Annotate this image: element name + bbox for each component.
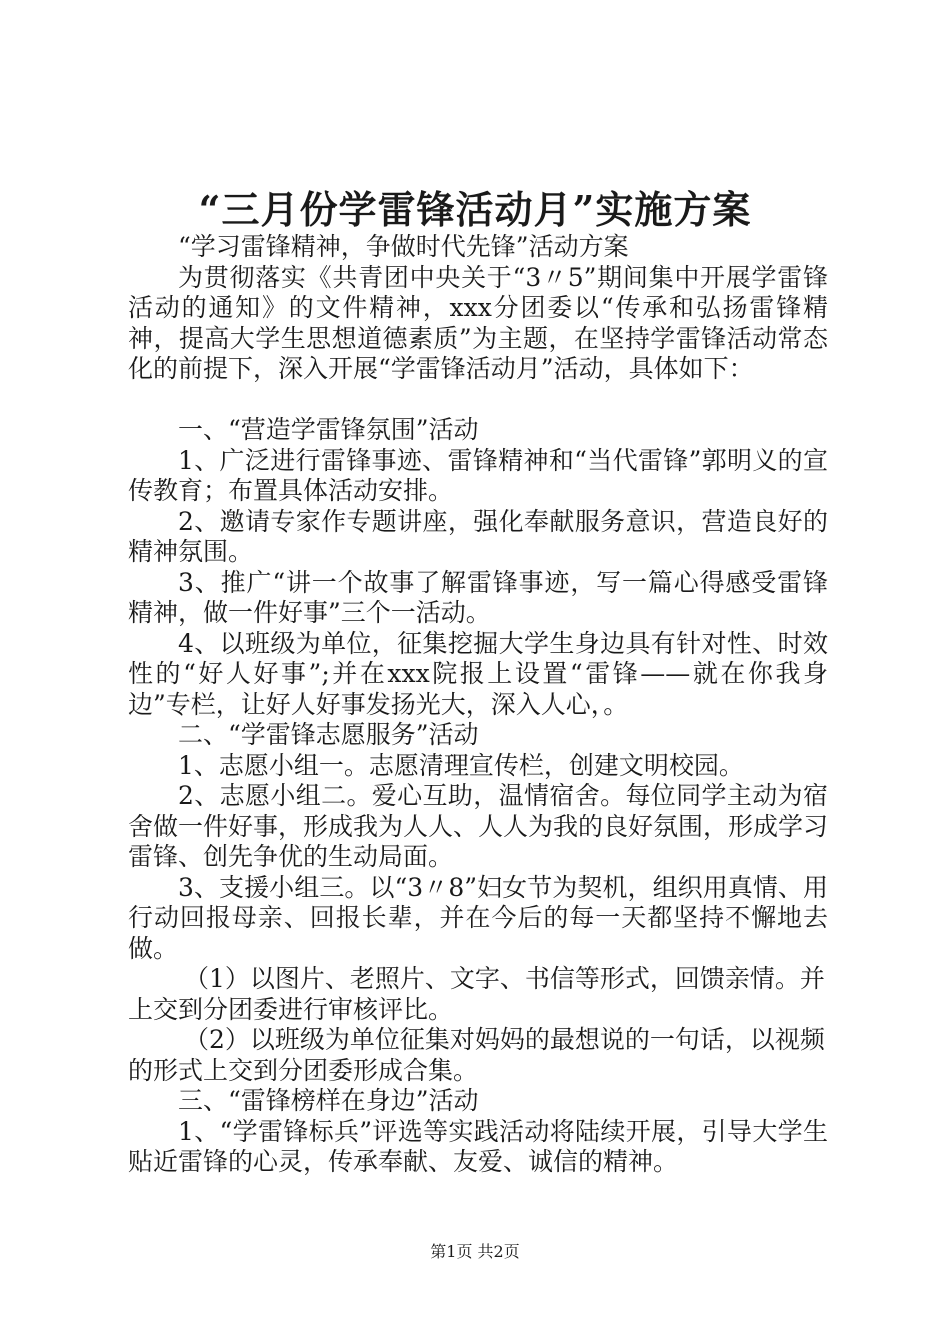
section-2-item-1: 1、志愿小组一。志愿清理宣传栏，创建文明校园。	[178, 750, 744, 780]
section-2-item-2: 2、志愿小组二。爱心互助，温情宿舍。每位同学主动为宿舍做一件好事，形成我为人人、人人为我的良好氛围，形成学习雷锋、创先争优的生动局面。	[128, 781, 829, 871]
section-3-heading: 三、“雷锋榜样在身边”活动	[178, 1086, 479, 1115]
section-2-item-3: 3、支援小组三。以“3〃8”妇女节为契机，组织用真情、用行动回报母亲、回报长辈，并在今后的每一天都坚持不懈地去做。	[128, 872, 828, 963]
document-body	[128, 232, 828, 1178]
section-1-heading: 一、“营造学雷锋氛围”活动	[178, 415, 479, 444]
section-3-item-1: 1、“学雷锋标兵”评选等实践活动将陆续开展，引导大学生贴近雷锋的心灵，传承奉献、友爱、诚信的精神。	[128, 1116, 828, 1176]
section-1-item-4: 4、以班级为单位，征集挖掘大学生身边具有针对性、时效性的“好人好事”;并在xxx院报上设置“雷锋——就在你我身边”专栏，让好人好事发扬光大，深入人心，。	[128, 628, 828, 719]
section-1-item-2: 2、邀请专家作专题讲座，强化奉献服务意识，营造良好的精神氛围。	[128, 506, 828, 566]
section-1-item-3: 3、推广“讲一个故事了解雷锋事迹，写一篇心得感受雷锋精神，做一件好事”三个一活动。	[128, 567, 828, 627]
blank-line	[128, 385, 828, 416]
page-footer: 第1页 共2页	[430, 1242, 520, 1261]
section-2-heading: 二、“学雷锋志愿服务”活动	[178, 720, 479, 749]
section-2-subitem-2: （2）以班级为单位征集对妈妈的最想说的一句话，以视频的形式上交到分团委形成合集。	[128, 1025, 825, 1085]
section-1-item-1: 1、广泛进行雷锋事迹、雷锋精神和“当代雷锋”郭明义的宣传教育；布置具体活动安排。	[128, 445, 828, 505]
intro-paragraph: 为贯彻落实《共青团中央关于“3〃5”期间集中开展学雷锋活动的通知》的文件精神，xxx分团委以“传承和弘扬雷锋精神，提高大学生思想道德素质”为主题，在坚持学雷锋活动常态化的前提下，深入开展“学雷锋活动月”活动，具体如下：	[128, 262, 828, 383]
document-title: “三月份学雷锋活动月”实施方案	[198, 187, 752, 232]
section-2-subitem-1: （1）以图片、老照片、文字、书信等形式，回馈亲情。并上交到分团委进行审核评比。	[128, 964, 825, 1024]
document-subtitle: “学习雷锋精神，争做时代先锋”活动方案	[178, 232, 629, 261]
